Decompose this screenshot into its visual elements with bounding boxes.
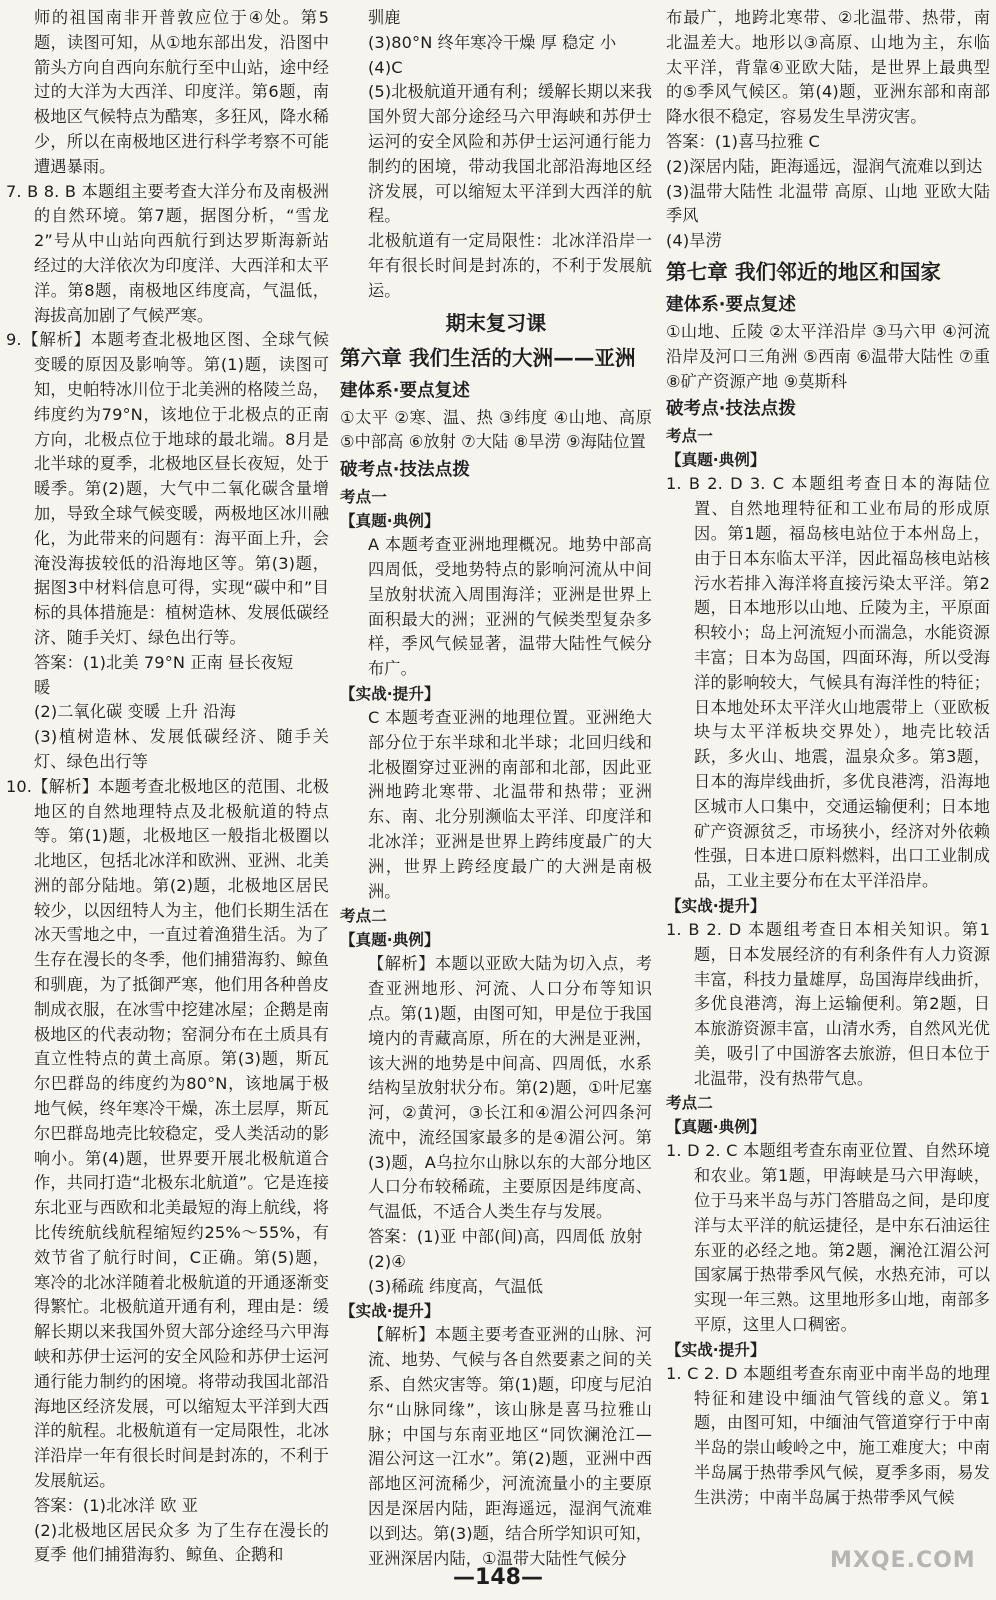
answer-item: 1. B 2. D 本题组考查日本相关知识。第1题，日本发展经济的有利条件有人力资源丰富，科技力量雄厚，岛国海岸线曲折，多优良港湾，海上运输便利。第2题，日本旅游资源丰富，山清水秀，自然风光优美，吸引了中国游客去旅游，但日本位于北温带，没有热带气息。 [666, 919, 990, 1088]
paragraph: 驯鹿 [368, 8, 401, 27]
paragraph: 师的祖国南非开普敦应位于④处。第5题，读图可知，从①地东部出发，沿图中箭头方向自西向东航行至中山站，途中经过的大洋为大西洋、印度洋。第6题，南极地区气候特点为酷寒，多狂风，降水稀少，所以在南极地区进行科学考察不可能遭遇暴雨。 [34, 8, 329, 176]
answer-item: 1. D 2. C 本题组考查东南亚位置、自然环境和农业。第1题，甲海峡是马六甲海峡，位于马来半岛与苏门答腊岛之间，是印度洋与太平洋的航运捷径，是中东石油运往东亚的必经之地。第2题，澜沧江湄公河国家属于热带季风气候，水热充沛，可以实现一年三熟。这里地形多山地，南部多平原，这里人口稠密。 [666, 1141, 990, 1335]
section-tag: 考点一 [666, 427, 713, 446]
paragraph: ①山地、丘陵 ②太平洋沿岸 ③马六甲 ④河流沿岸及河口三角洲 ⑤西南 ⑥温带大陆性 ⑦重 ⑧矿产资源产地 ⑨莫斯科 [666, 321, 990, 391]
section-tag: 【实战·提升】 [340, 684, 440, 703]
section-tag: 考点二 [666, 1094, 713, 1113]
paragraph: (2)北极地区居民众多 为了生存在漫长的夏季 他们捕猎海豹、鲸鱼、企鹅和 [34, 1520, 329, 1565]
paragraph: A 本题考查亚洲地理概况。地势中部高四周低，受地势特点的影响河流从中间呈放射状流入周围海洋；亚洲是世界上面积最大的洲；亚洲的气候类型复杂多样，季风气候显著，温带大陆性气候分布广。 [368, 535, 652, 679]
section-tag: 【真题·典例】 [666, 451, 766, 470]
subsection-heading: 破考点·技法点拨 [340, 460, 470, 481]
paragraph: (3)稀疏 纬度高，气温低 [368, 1276, 544, 1296]
answer-item: 7. B 8. B 本题组主要考查大洋分布及南极洲的自然环境。第7题，据图分析，“雪龙2”号从中山站向西航行到达罗斯海新站经过的大洋依次为印度洋、大西洋和太平洋。第8题，南极地区纬度高，气温低，海拔高加剧了气候严寒。 [6, 181, 329, 325]
section-tag: 【真题·典例】 [340, 931, 440, 950]
section-tag: 考点一 [340, 488, 387, 507]
paragraph: 答案：(1)喜马拉雅 C [666, 131, 820, 151]
column-middle [340, 6, 652, 1571]
paragraph: (3)温带大陆性 北温带 高原、山地 亚欧大陆 季风 [666, 181, 990, 226]
paragraph: 北极航道有一定局限性：北冰洋沿岸一年有很长时间是封冻的，不利于发展航运。 [368, 231, 652, 300]
paragraph: 【解析】本题主要考查亚洲的山脉、河流、地势、气候与各自然要素之间的关系、自然灾害等。第(1)题，印度与尼泊尔“山脉同缘”，该山脉是喜马拉雅山脉；中国与东南亚地区“同饮澜沧江—湄公河这一江水”。第(2)题，亚洲中西部地区河流稀少，河流流量小的主要原因是深居内陆，距海遥远，湿润气流难以到达。第(3)题，结合所学知识可知，亚洲深居内陆，①温带大陆性气候分 [368, 1325, 652, 1568]
paragraph: (2)深居内陆，距海遥远，湿润气流难以到达 [666, 156, 983, 176]
answer-item: 10.【解析】本题考查北极地区的范围、北极地区的自然地理特点及北极航道的特点等。第(1)题，北极地区一般指北极圈以北地区，包括北冰洋和欧洲、亚洲、北美洲的部分陆地。第(2)题，北极地区居民较少，以因纽特人为主，他们长期生活在冰天雪地之中，一直过着渔猎生活。为了生存在漫长的冬季，他们捕猎海豹、鲸鱼和驯鹿，为了抵御严寒，他们用各种兽皮制成衣服，在冰雪中挖建冰屋；企鹅是南极地区的代表动物；窑洞分布在土质具有直立性特点的黄土高原。第(3)题，斯瓦尔巴群岛的纬度约为80°N，该地属于极地气候，终年寒冷干燥，冻土层厚，斯瓦尔巴群岛地壳比较稳定，受人类活动的影响小。第(4)题，世界要开展北极航道合作，共同打造“北极东北航道”。它是连接东北亚与西欧和北美最短的海上航线，将比传统航线航程缩短约25%～55%，有效节省了航行时间，C正确。第(5)题，寒冷的北冰洋随着北极航道的开通逐渐变得繁忙。北极航道开通有利，理由是：缓解长期以来我国外贸大部分途经马六甲海峡和苏伊士运河的安全风险和苏伊士运河通行能力制约的困境。将带动我国北部沿海地区经济发展，可以缩短太平洋到大西洋的航程。北极航道有一定局限性，北冰洋沿岸一年有很长时间是封冻的，不利于发展航运。 [6, 776, 329, 1491]
answer-item: 1. C 2. D 本题组考查东南亚中南半岛的地理特征和建设中缅油气管线的意义。第1题，由图可知，中缅油气管道穿行于中南半岛的崇山峻岭之中，施工难度大；中南半岛属于热带季风气候，夏季多雨，易发生洪涝；中南半岛属于热带季风气候 [666, 1363, 990, 1507]
column-right [666, 6, 990, 1511]
subsection-heading: 破考点·技法点拨 [666, 399, 796, 420]
answer-item: 1. B 2. D 3. C 本题组考查日本的海陆位置、自然地理特征和工业布局的形成原因。第1题，福岛核电站位于本州岛上，由于日本东临太平洋，因此福岛核电站核污水若排入海洋将直接污染太平洋。第2题，日本地形以山地、丘陵为主，平原面积较小；岛上河流短小而湍急，水能资源丰富；日本为岛国，四面环海，所以受海洋的影响较大，气候具有海洋性的特征；日本地处环太平洋火山地震带上（亚欧板块与太平洋板块交界处），地壳比较活跃，多火山、地震，温泉众多。第3题，日本的海岸线曲折，多优良港湾，沿海地区城市人口集中，交通运输便利；日本地矿产资源贫乏，市场狭小，经济对外依赖性强，日本进口原料燃料，出口工业制成品，工业主要分布在太平洋沿岸。 [666, 474, 990, 891]
paragraph: 【解析】本题以亚欧大陆为切入点，考查亚洲地形、河流、人口分布等知识点。第(1)题，由图可知，甲是位于我国境内的青藏高原，所在的大洲是亚洲，该大洲的地势是中间高、四周低，水系结构呈放射状分布。第(2)题，①叶尼塞河，②黄河，③长江和④湄公河四条河流中，流经国家最多的是④湄公河。第(3)题，A乌拉尔山脉以东的大部分地区人口分布较稀疏，主要原因是纬度高、气温低，不适合人类生存与发展。 [368, 954, 652, 1222]
paragraph: ①太平 ②寒、温、热 ③纬度 ④山地、高原 ⑤中部高 ⑥放射 ⑦大陆 ⑧旱涝 ⑨海陆位置 [340, 407, 652, 452]
paragraph: (4)C [368, 57, 403, 77]
chapter-heading: 第七章 我们邻近的地区和国家 [666, 259, 942, 284]
section-tag: 【真题·典例】 [666, 1118, 766, 1137]
section-title: 期末复习课 [445, 310, 547, 335]
subsection-heading: 建体系·要点复述 [340, 380, 470, 401]
paragraph: 答案：(1)亚 中部(间)高，四周低 放射 [368, 1227, 643, 1247]
paragraph: (2)二氧化碳 变暖 上升 沿海 [34, 702, 236, 722]
page-number: —148— [453, 1565, 543, 1590]
paragraph: 布最广，地跨北寒带、②北温带、热带，南北温差大。地形以③高原、山地为主，东临太平洋，背靠④亚欧大陆，是世界上最典型的⑤季风气候区。第(4)题，亚洲东部和南部降水很不稳定，容易发生旱涝灾害。 [666, 8, 990, 127]
section-tag: 【实战·提升】 [340, 1302, 440, 1321]
paragraph: 暖 [34, 677, 51, 697]
paragraph: 答案：(1)北美 79°N 正南 昼长夜短 [34, 652, 294, 672]
paragraph: (5)北极航道开通有利；缓解长期以来我国外贸大部分途经马六甲海峡和苏伊士运河的安全风险和苏伊士运河通行能力制约的困境，带动我国北部沿海地区经济发展，可以缩短太平洋到大西洋的航程。 [368, 82, 652, 226]
watermark-logo: MXQE.COM [830, 1548, 976, 1573]
section-tag: 考点二 [340, 907, 387, 926]
subsection-heading: 建体系·要点复述 [666, 294, 796, 315]
section-tag: 【实战·提升】 [666, 1340, 766, 1359]
column-left [6, 6, 329, 1568]
paragraph: C 本题考查亚洲的地理位置。亚洲绝大部分位于东半球和北半球；北回归线和北极圈穿过亚洲的南部和北部，因此亚洲地跨北寒带、北温带和热带；亚洲东、南、北分别濒临太平洋、印度洋和北冰洋；亚洲是世界上跨纬度最广的大洲，世界上跨经度最广的大洲是南极洲。 [368, 707, 652, 901]
paragraph: 答案：(1)北冰洋 欧 亚 [34, 1495, 199, 1515]
paragraph: (4)旱涝 [666, 231, 722, 251]
paragraph: (2)④ [368, 1251, 406, 1271]
section-tag: 【真题·典例】 [340, 512, 440, 531]
answer-item: 9.【解析】本题考查北极地区图、全球气候变暖的原因及影响等。第(1)题，读图可知，史帕特冰川位于北美洲的格陵兰岛，纬度约为79°N，该地位于北极点的正南方向，北极点位于地球的最北端。8月是北半球的夏季，北极地区昼长夜短，处于暖季。第(2)题，大气中二氧化碳含量增加，导致全球气候变暖，两极地区冰川融化，为此带来的问题有：海平面上升，会淹没海拔较低的沿海地区等。第(3)题，据图3中材料信息可得，实现“碳中和”目标的具体措施是：植树造林、发展低碳经济、随手关灯、绿色出行等。 [6, 330, 329, 647]
paragraph: (3)80°N 终年寒冷干燥 厚 稳定 小 [368, 32, 617, 52]
section-tag: 【实战·提升】 [666, 896, 766, 915]
chapter-heading: 第六章 我们生活的大洲——亚洲 [340, 345, 636, 370]
paragraph: (3)植树造林、发展低碳经济、随手关灯、绿色出行等 [34, 727, 329, 771]
